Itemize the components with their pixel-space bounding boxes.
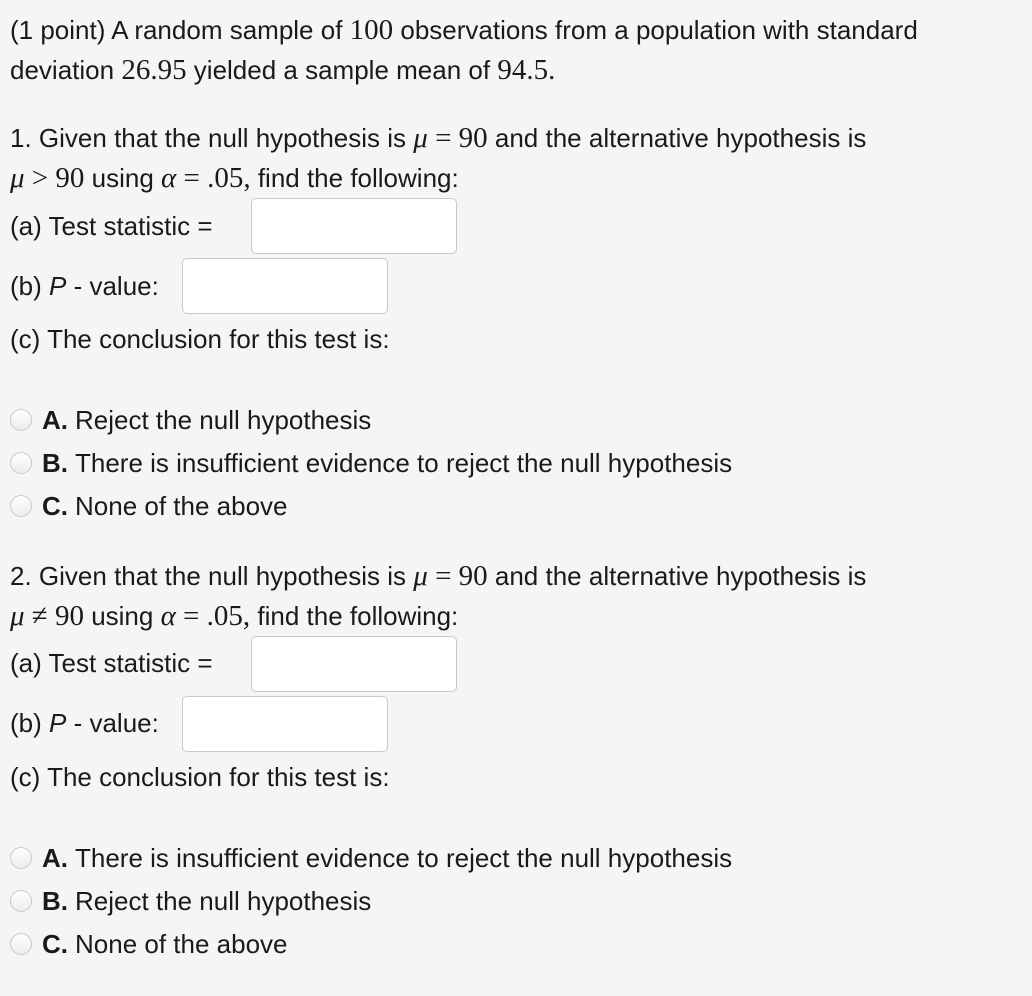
sample-size: 100 (349, 14, 394, 46)
part-2-option-b[interactable] (10, 881, 371, 921)
radio-button[interactable] (10, 409, 32, 431)
statement-text: Given that the null hypothesis is (38, 123, 407, 153)
part-2-option-a[interactable] (10, 838, 732, 878)
alternative-value: 90 (54, 600, 84, 632)
alpha-symbol: α (161, 162, 177, 194)
points-label: (1 point) (10, 15, 106, 45)
label-text: (b) (10, 708, 42, 738)
part-1-p-value-input[interactable] (182, 258, 388, 314)
problem-intro-line-2 (10, 50, 555, 90)
part-2-option-c[interactable] (10, 924, 288, 964)
part-1-p-value-label (10, 266, 159, 306)
statement-text: Given that the null hypothesis is (38, 561, 407, 591)
null-value: 90 (458, 560, 488, 592)
mu-symbol: μ (413, 560, 428, 592)
equals-symbol: = (435, 122, 452, 154)
intro-text: yielded a sample mean of (193, 55, 491, 85)
statement-text: using (91, 601, 154, 631)
part-2-statement-line-1 (10, 556, 866, 596)
intro-text: observations from a population with standard (400, 15, 918, 45)
statement-text: find the following: (257, 163, 459, 193)
option-letter: B. (42, 885, 68, 916)
option-text: There is insufficient evidence to reject the null hypothesis (75, 842, 733, 873)
alternative-value: 90 (55, 162, 85, 194)
radio-button[interactable] (10, 933, 32, 955)
p-letter: P (49, 271, 67, 301)
label-text: - value: (73, 271, 159, 301)
part-number: 2. (10, 561, 32, 591)
part-2-statement-line-2 (10, 596, 458, 636)
radio-button[interactable] (10, 847, 32, 869)
equals-symbol: = (435, 560, 452, 592)
equals-symbol: = (183, 162, 200, 194)
option-text: None of the above (75, 490, 288, 521)
part-1-statement-line-1 (10, 118, 866, 158)
option-letter: C. (42, 490, 68, 521)
label-text: - value: (73, 708, 159, 738)
option-letter: A. (42, 404, 68, 435)
option-text: Reject the null hypothesis (75, 885, 372, 916)
alpha-value: .05, (207, 162, 251, 194)
intro-text: A random sample of (111, 15, 343, 45)
intro-text: deviation (10, 55, 115, 85)
problem-intro-line-1 (10, 10, 918, 50)
mu-symbol: μ (10, 162, 25, 194)
p-letter: P (49, 708, 67, 738)
option-text: Reject the null hypothesis (75, 404, 372, 435)
equals-symbol: = (183, 600, 200, 632)
statement-text: find the following: (257, 601, 459, 631)
statement-text: and the alternative hypothesis is (494, 123, 867, 153)
alpha-value: .05, (206, 600, 251, 632)
mu-symbol: μ (10, 600, 25, 632)
part-1-statement-line-2 (10, 158, 459, 198)
part-2-test-stat-label: (a) Test statistic = (10, 648, 213, 678)
statement-text: using (91, 163, 154, 193)
part-2-p-value-label (10, 703, 159, 743)
sample-mean: 94.5. (497, 54, 556, 86)
part-2-p-value-input[interactable] (182, 696, 388, 752)
part-1-option-b[interactable] (10, 443, 732, 483)
part-1-option-c[interactable] (10, 486, 288, 526)
option-letter: C. (42, 928, 68, 959)
option-letter: B. (42, 447, 68, 478)
part-2-test-stat-input[interactable] (251, 636, 457, 692)
part-1-test-stat-label: (a) Test statistic = (10, 211, 213, 241)
radio-button[interactable] (10, 890, 32, 912)
part-number: 1. (10, 123, 32, 153)
statement-text: and the alternative hypothesis is (494, 561, 867, 591)
part-1-conclusion-label: (c) The conclusion for this test is: (10, 324, 390, 354)
alpha-symbol: α (160, 600, 176, 632)
option-text: None of the above (75, 928, 288, 959)
alternative-operator: ≠ (31, 600, 48, 632)
mu-symbol: μ (413, 122, 428, 154)
radio-button[interactable] (10, 495, 32, 517)
option-letter: A. (42, 842, 68, 873)
part-1-test-stat-input[interactable] (251, 198, 457, 254)
null-value: 90 (458, 122, 488, 154)
part-1-option-a[interactable] (10, 400, 371, 440)
radio-button[interactable] (10, 452, 32, 474)
alternative-operator: > (31, 162, 49, 194)
label-text: (b) (10, 271, 42, 301)
part-2-conclusion-label: (c) The conclusion for this test is: (10, 762, 390, 792)
option-text: There is insufficient evidence to reject the null hypothesis (75, 447, 733, 478)
standard-deviation: 26.95 (121, 54, 187, 86)
